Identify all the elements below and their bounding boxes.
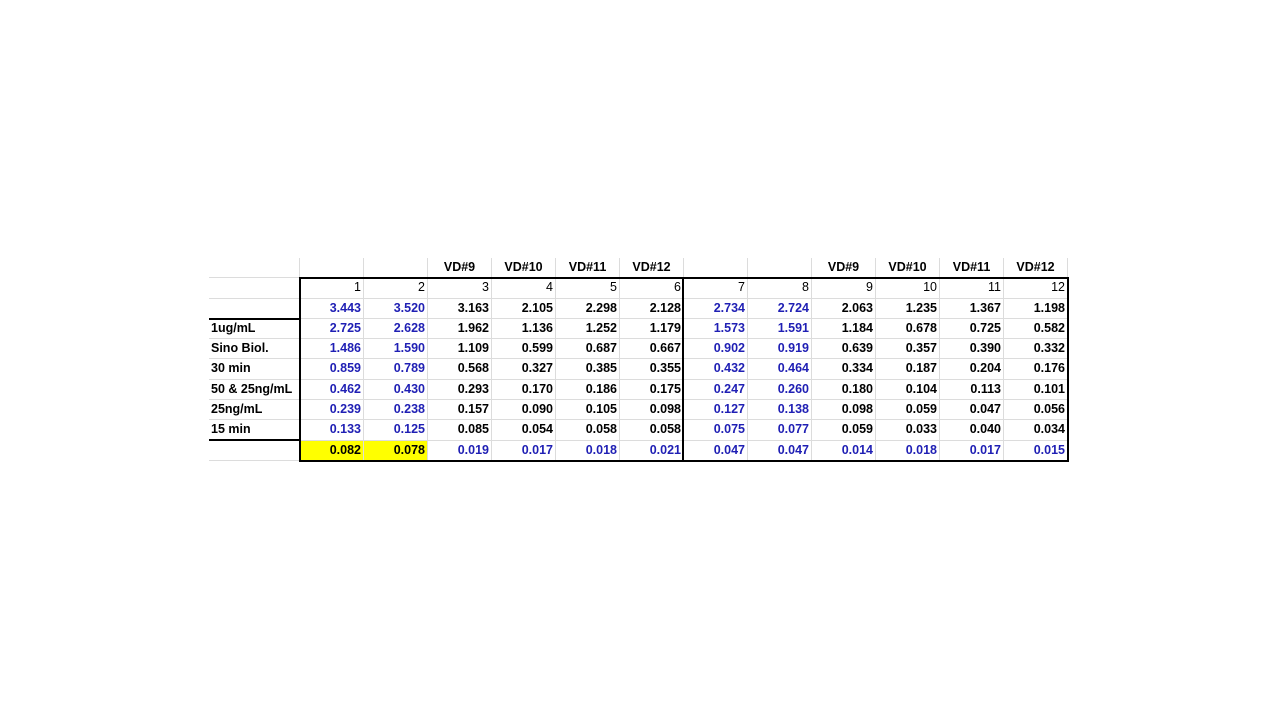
value-cell[interactable]: 0.125 [364, 420, 428, 440]
value-cell[interactable]: 0.021 [620, 441, 684, 461]
value-cell[interactable]: 1.486 [300, 339, 364, 359]
index-cell[interactable]: 2 [364, 278, 428, 298]
index-cell[interactable]: 3 [428, 278, 492, 298]
value-cell[interactable]: 0.334 [812, 359, 876, 379]
value-cell[interactable]: 1.573 [684, 319, 748, 339]
row-label[interactable] [209, 441, 300, 461]
value-cell[interactable]: 0.101 [1004, 380, 1068, 400]
row-label[interactable]: 30 min [209, 359, 300, 379]
value-cell[interactable]: 0.725 [940, 319, 1004, 339]
row-label[interactable]: Sino Biol. [209, 339, 300, 359]
value-cell[interactable]: 2.128 [620, 299, 684, 319]
value-cell[interactable]: 1.962 [428, 319, 492, 339]
value-cell[interactable]: 0.082 [300, 441, 364, 461]
value-cell[interactable]: 0.176 [1004, 359, 1068, 379]
value-cell[interactable]: 0.170 [492, 380, 556, 400]
header-cell[interactable] [684, 258, 748, 278]
value-cell[interactable]: 0.464 [748, 359, 812, 379]
table-row [209, 441, 1069, 461]
index-cell[interactable]: 6 [620, 278, 684, 298]
value-cell[interactable]: 0.204 [940, 359, 1004, 379]
value-cell[interactable]: 1.235 [876, 299, 940, 319]
value-cell[interactable]: 0.133 [300, 420, 364, 440]
value-cell[interactable]: 3.520 [364, 299, 428, 319]
header-cell[interactable] [748, 258, 812, 278]
value-cell[interactable]: 0.859 [300, 359, 364, 379]
header-cell[interactable]: VD#9 [812, 258, 876, 278]
header-cell[interactable]: VD#11 [940, 258, 1004, 278]
header-row [209, 258, 1069, 278]
value-cell[interactable]: 0.902 [684, 339, 748, 359]
value-cell[interactable]: 1.109 [428, 339, 492, 359]
index-cell[interactable]: 8 [748, 278, 812, 298]
value-cell[interactable]: 2.105 [492, 299, 556, 319]
row-label[interactable] [209, 299, 300, 319]
value-cell[interactable]: 0.355 [620, 359, 684, 379]
header-cell[interactable]: VD#9 [428, 258, 492, 278]
value-cell[interactable]: 0.568 [428, 359, 492, 379]
value-cell[interactable]: 0.462 [300, 380, 364, 400]
header-cell[interactable]: VD#10 [876, 258, 940, 278]
value-cell[interactable]: 0.582 [1004, 319, 1068, 339]
value-cell[interactable]: 1.198 [1004, 299, 1068, 319]
value-cell[interactable]: 0.789 [364, 359, 428, 379]
header-cell[interactable]: VD#12 [1004, 258, 1068, 278]
value-cell[interactable]: 1.591 [748, 319, 812, 339]
table-row [209, 359, 1069, 379]
value-cell[interactable]: 0.047 [748, 441, 812, 461]
value-cell[interactable]: 0.098 [620, 400, 684, 420]
value-cell[interactable]: 1.367 [940, 299, 1004, 319]
value-cell[interactable]: 2.724 [748, 299, 812, 319]
table-row [209, 299, 1069, 319]
value-cell[interactable]: 0.390 [940, 339, 1004, 359]
value-cell[interactable]: 0.047 [684, 441, 748, 461]
row-label[interactable]: 50 & 25ng/mL [209, 380, 300, 400]
value-cell[interactable]: 0.113 [940, 380, 1004, 400]
value-cell[interactable]: 0.058 [556, 420, 620, 440]
value-cell[interactable]: 0.639 [812, 339, 876, 359]
value-cell[interactable]: 1.252 [556, 319, 620, 339]
value-cell[interactable]: 0.078 [364, 441, 428, 461]
header-cell[interactable] [300, 258, 364, 278]
value-cell[interactable]: 0.430 [364, 380, 428, 400]
value-cell[interactable]: 0.180 [812, 380, 876, 400]
value-cell[interactable]: 0.017 [940, 441, 1004, 461]
value-cell[interactable]: 0.019 [428, 441, 492, 461]
data-rows [209, 299, 1069, 461]
value-cell[interactable]: 0.075 [684, 420, 748, 440]
value-cell[interactable]: 0.678 [876, 319, 940, 339]
value-cell[interactable]: 1.179 [620, 319, 684, 339]
value-cell[interactable]: 1.184 [812, 319, 876, 339]
value-cell[interactable]: 0.058 [620, 420, 684, 440]
header-cell[interactable]: VD#11 [556, 258, 620, 278]
value-cell[interactable]: 0.090 [492, 400, 556, 420]
index-cell[interactable]: 7 [684, 278, 748, 298]
header-cell[interactable] [209, 258, 300, 278]
value-cell[interactable]: 0.127 [684, 400, 748, 420]
index-cell[interactable] [209, 278, 300, 298]
value-cell[interactable]: 0.175 [620, 380, 684, 400]
value-cell[interactable]: 0.047 [940, 400, 1004, 420]
index-cell[interactable]: 10 [876, 278, 940, 298]
spreadsheet-grid [209, 258, 1069, 461]
value-cell[interactable]: 0.018 [556, 441, 620, 461]
index-cell[interactable]: 11 [940, 278, 1004, 298]
value-cell[interactable]: 0.327 [492, 359, 556, 379]
value-cell[interactable]: 0.357 [876, 339, 940, 359]
value-cell[interactable]: 0.059 [876, 400, 940, 420]
value-cell[interactable]: 0.385 [556, 359, 620, 379]
index-cell[interactable]: 1 [300, 278, 364, 298]
row-label[interactable]: 15 min [209, 420, 300, 440]
row-label[interactable]: 1ug/mL [209, 319, 300, 339]
value-cell[interactable]: 0.293 [428, 380, 492, 400]
value-cell[interactable]: 0.034 [1004, 420, 1068, 440]
value-cell[interactable]: 0.014 [812, 441, 876, 461]
value-cell[interactable]: 0.239 [300, 400, 364, 420]
value-cell[interactable]: 0.687 [556, 339, 620, 359]
table-row [209, 420, 1069, 440]
value-cell[interactable]: 0.157 [428, 400, 492, 420]
value-cell[interactable]: 0.056 [1004, 400, 1068, 420]
value-cell[interactable]: 0.260 [748, 380, 812, 400]
value-cell[interactable]: 2.063 [812, 299, 876, 319]
value-cell[interactable]: 0.017 [492, 441, 556, 461]
value-cell[interactable]: 0.059 [812, 420, 876, 440]
index-cell[interactable]: 4 [492, 278, 556, 298]
value-cell[interactable]: 0.015 [1004, 441, 1068, 461]
row-label[interactable]: 25ng/mL [209, 400, 300, 420]
value-cell[interactable]: 0.098 [812, 400, 876, 420]
value-cell[interactable]: 0.085 [428, 420, 492, 440]
index-row [209, 278, 1069, 298]
value-cell[interactable]: 0.187 [876, 359, 940, 379]
value-cell[interactable]: 0.667 [620, 339, 684, 359]
header-cell[interactable]: VD#10 [492, 258, 556, 278]
value-cell[interactable]: 0.247 [684, 380, 748, 400]
table-row [209, 400, 1069, 420]
value-cell[interactable]: 0.040 [940, 420, 1004, 440]
value-cell[interactable]: 2.734 [684, 299, 748, 319]
value-cell[interactable]: 2.298 [556, 299, 620, 319]
value-cell[interactable]: 3.443 [300, 299, 364, 319]
value-cell[interactable]: 0.332 [1004, 339, 1068, 359]
index-cell[interactable]: 9 [812, 278, 876, 298]
header-cell[interactable] [364, 258, 428, 278]
table-row [209, 319, 1069, 339]
value-cell[interactable]: 0.033 [876, 420, 940, 440]
value-cell[interactable]: 0.432 [684, 359, 748, 379]
value-cell[interactable]: 3.163 [428, 299, 492, 319]
value-cell[interactable]: 0.919 [748, 339, 812, 359]
value-cell[interactable]: 1.590 [364, 339, 428, 359]
value-cell[interactable]: 0.054 [492, 420, 556, 440]
value-cell[interactable]: 2.725 [300, 319, 364, 339]
value-cell[interactable]: 0.018 [876, 441, 940, 461]
index-cell[interactable]: 5 [556, 278, 620, 298]
value-cell[interactable]: 0.238 [364, 400, 428, 420]
header-cell[interactable]: VD#12 [620, 258, 684, 278]
value-cell[interactable]: 0.077 [748, 420, 812, 440]
value-cell[interactable]: 2.628 [364, 319, 428, 339]
table-row [209, 339, 1069, 359]
value-cell[interactable]: 1.136 [492, 319, 556, 339]
value-cell[interactable]: 0.138 [748, 400, 812, 420]
value-cell[interactable]: 0.104 [876, 380, 940, 400]
table-row [209, 380, 1069, 400]
value-cell[interactable]: 0.105 [556, 400, 620, 420]
index-cell[interactable]: 12 [1004, 278, 1068, 298]
value-cell[interactable]: 0.599 [492, 339, 556, 359]
value-cell[interactable]: 0.186 [556, 380, 620, 400]
